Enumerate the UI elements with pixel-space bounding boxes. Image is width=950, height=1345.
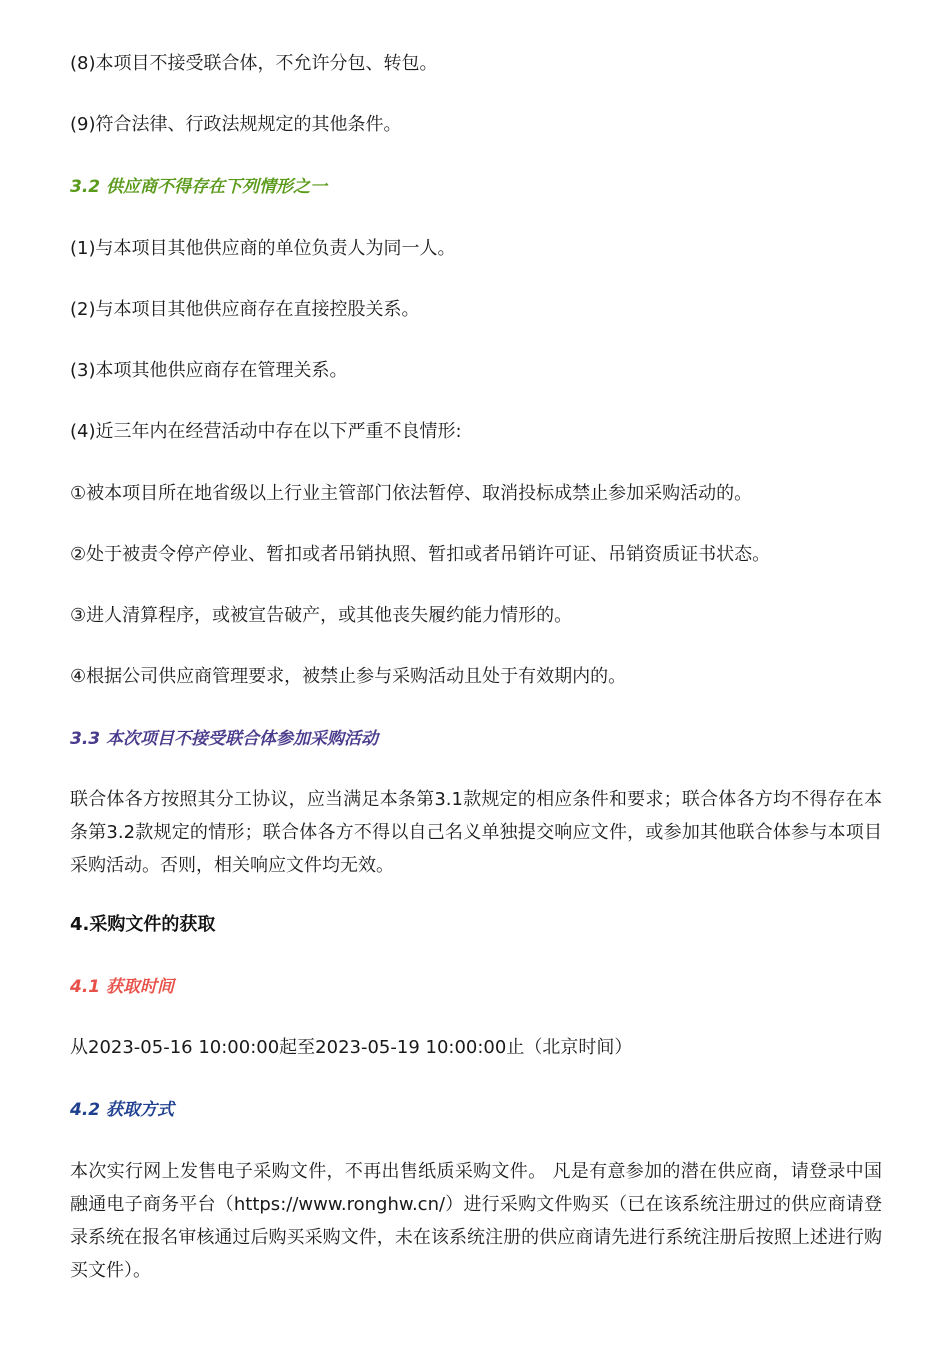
consortium-paragraph: 联合体各方按照其分工协议，应当满足本条第3.1款规定的相应条件和要求；联合体各方均不得存在本条第3.2款规定的情形；联合体各方不得以自己名义单独提交响应文件，或参加其他联合体参与本项目采购活动。否则，相关响应文件均无效。 — [70, 789, 882, 876]
section-heading-4: 4.采购文件的获取 — [70, 914, 216, 935]
section-heading-3-2: 3.2 供应商不得存在下列情形之一 — [70, 177, 328, 197]
section-heading-4-2: 4.2 获取方式 — [70, 1100, 175, 1120]
acquisition-method-paragraph: 本次实行网上发售电子采购文件，不再出售纸质采购文件。 凡是有意参加的潜在供应商，请登录中国融通电子商务平台（https://www.ronghw.cn/）进行采购文件购买（已在该系统注册过的供应商请登录系统在报名审核通过后购买采购文件，未在该系统注册的供应商请先进行系统注册后按照上述进行购买文件）。 — [70, 1161, 882, 1281]
bad-record-1: ①被本项目所在地省级以上行业主管部门依法暂停、取消投标成禁止参加采购活动的。 — [70, 483, 753, 504]
bad-record-3: ③进人清算程序，或被宣告破产，或其他丧失履约能力情形的。 — [70, 605, 573, 626]
bad-record-4: ④根据公司供应商管理要求，被禁止参与采购活动且处于有效期内的。 — [70, 666, 627, 687]
section-heading-4-1: 4.1 获取时间 — [70, 977, 175, 997]
condition-9: (9)符合法律、行政法规规定的其他条件。 — [70, 114, 402, 135]
exclusion-3: (3)本项其他供应商存在管理关系。 — [70, 360, 348, 381]
section-heading-3-3: 3.3 本次项目不接受联合体参加采购活动 — [70, 729, 379, 749]
condition-8: (8)本项目不接受联合体，不允许分包、转包。 — [70, 53, 438, 74]
acquisition-time: 从2023-05-16 10:00:00起至2023-05-19 10:00:00止（北京时间） — [70, 1037, 633, 1058]
exclusion-4: (4)近三年内在经营活动中存在以下严重不良情形: — [70, 421, 462, 442]
exclusion-1: (1)与本项目其他供应商的单位负责人为同一人。 — [70, 238, 456, 259]
exclusion-2: (2)与本项目其他供应商存在直接控股关系。 — [70, 299, 420, 320]
bad-record-2: ②处于被责令停产停业、暂扣或者吊销执照、暂扣或者吊销许可证、吊销资质证书状态。 — [70, 544, 771, 565]
